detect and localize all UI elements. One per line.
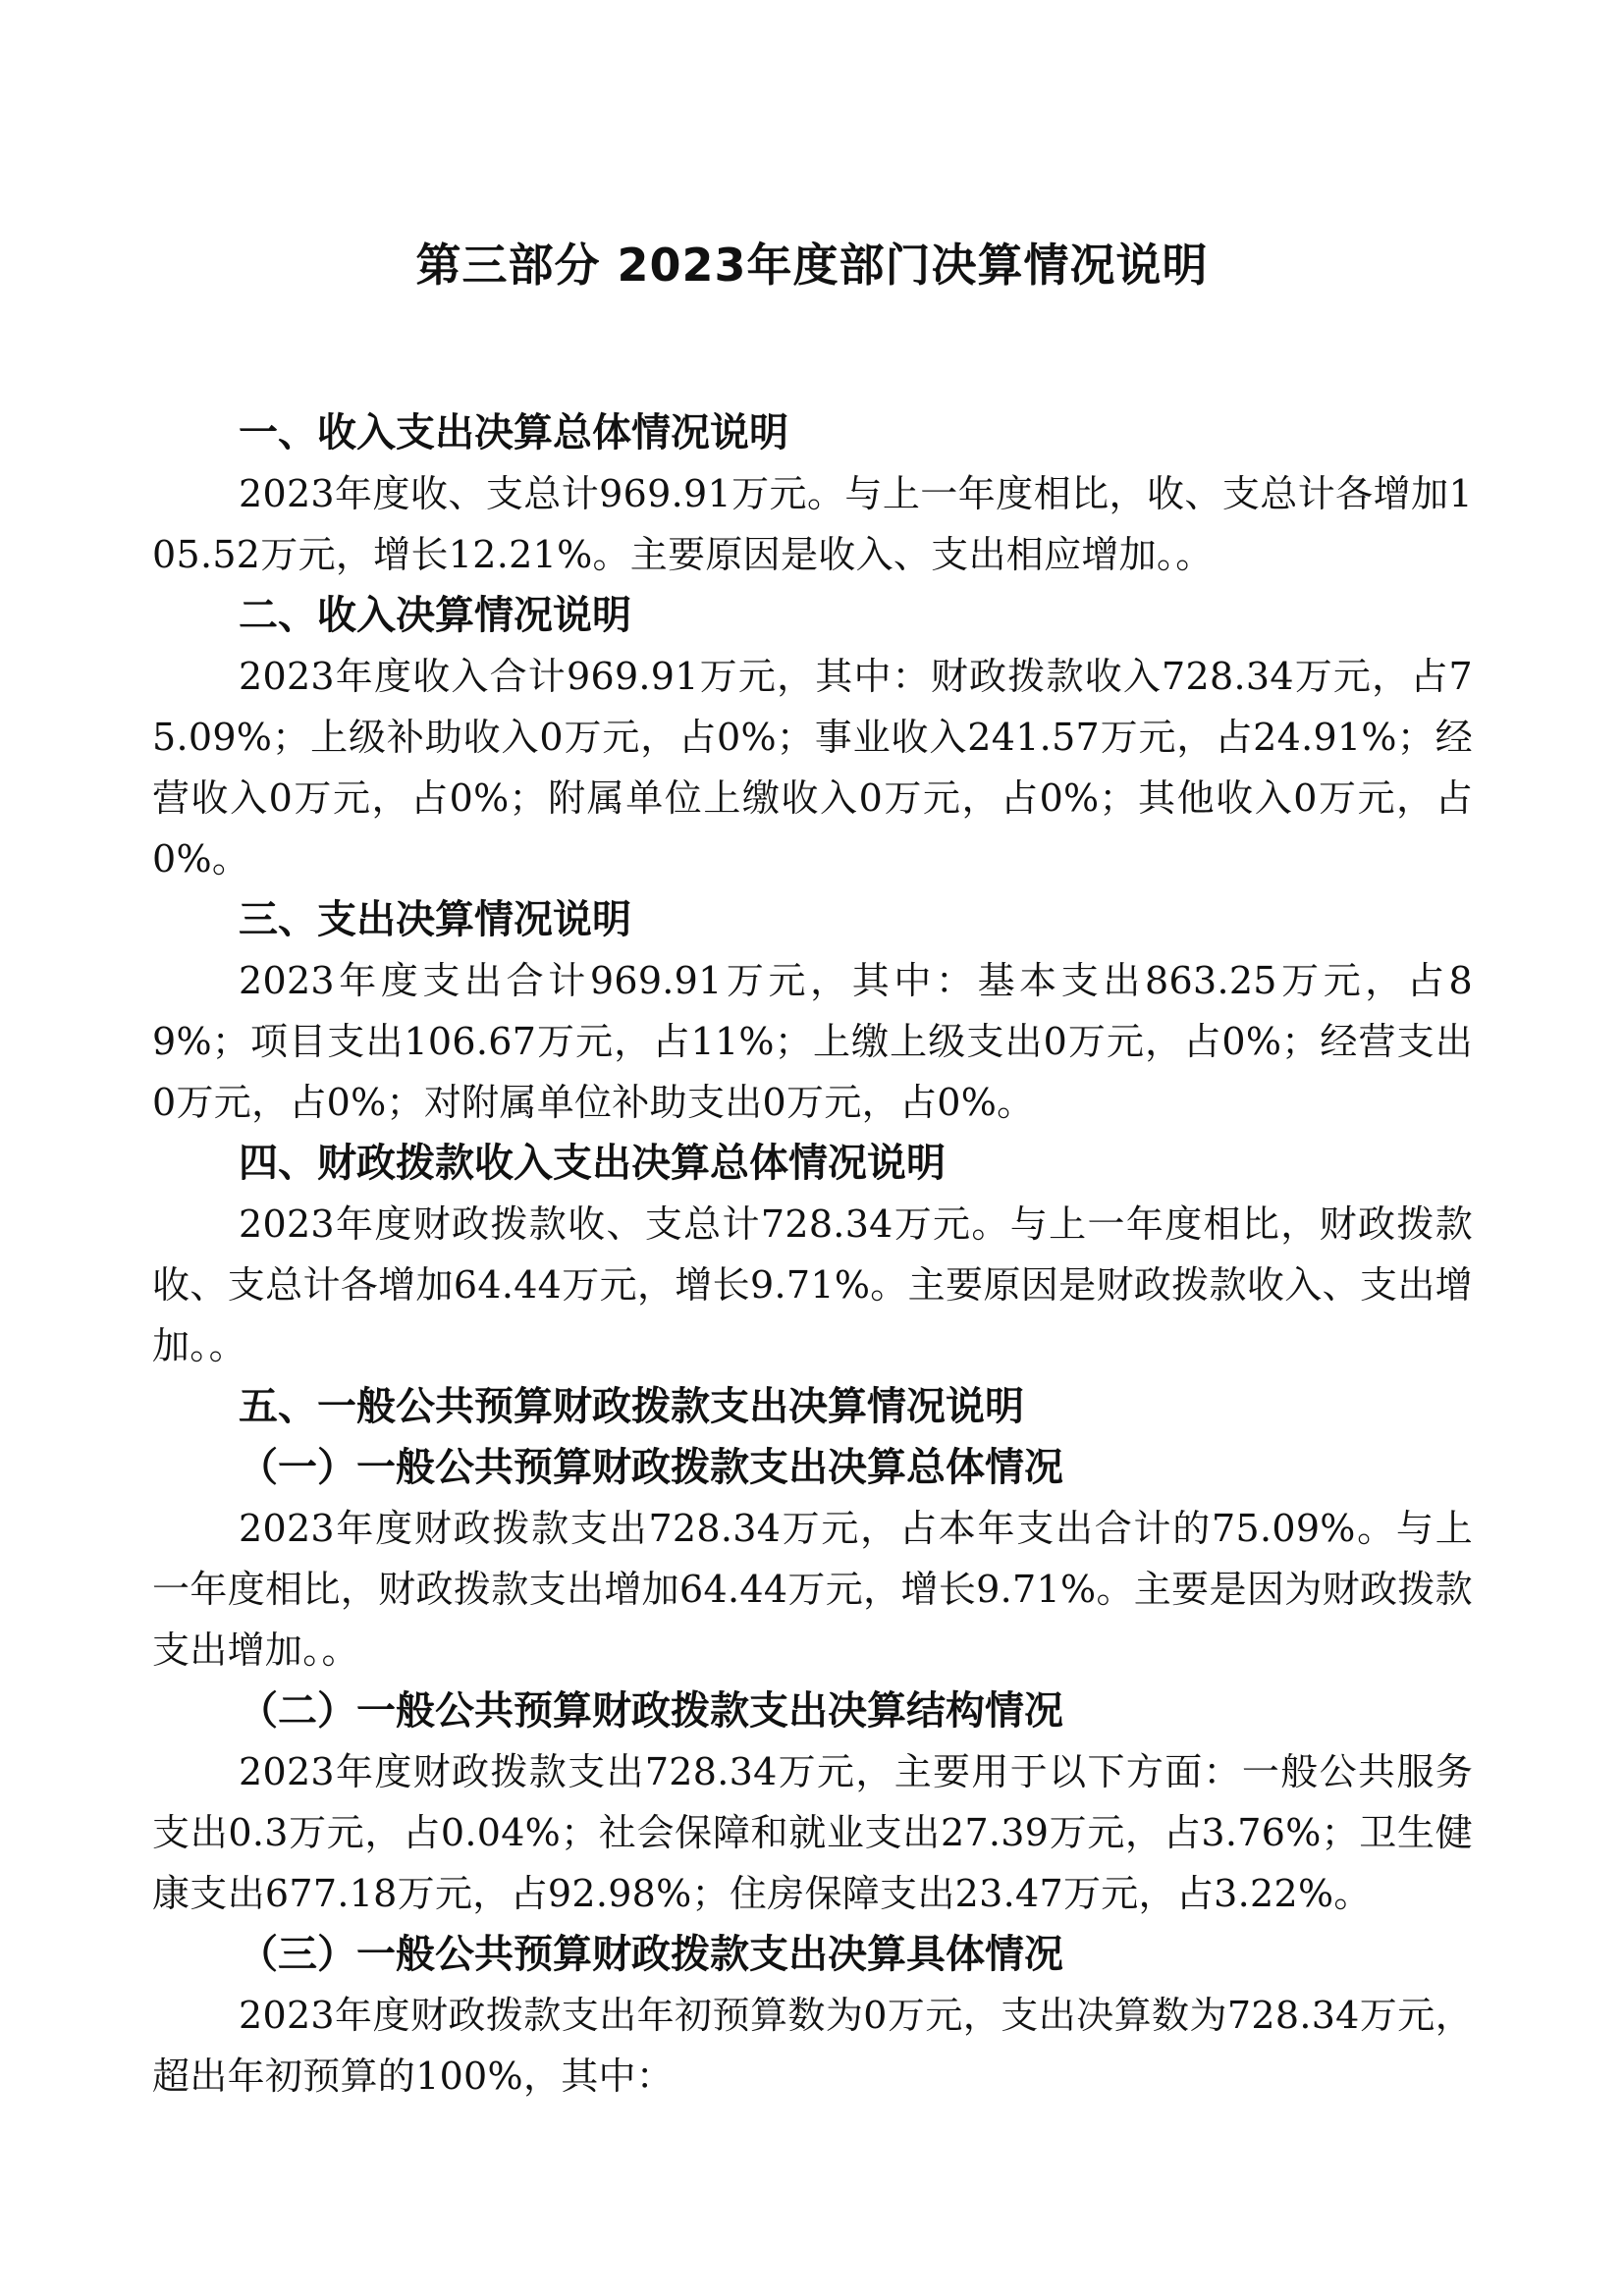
section-text-2: 2023年度收入合计969.91万元，其中：财政拨款收入728.34万元，占75.09%；上级补助收入0万元，占0%；事业收入241.57万元，占24.91%；经营收入0万元，占0%；附属单位上缴收入0万元，占0%；其他收入0万元，占0%。 [152, 655, 1473, 881]
section-heading-5: 五、一般公共预算财政拨款支出决算情况说明 [239, 1384, 1024, 1429]
section-text-4: 2023年度财政拨款收、支总计728.34万元。与上一年度相比，财政拨款收、支总计各增加64.44万元，增长9.71%。主要原因是财政拨款收入、支出增加。。 [152, 1202, 1473, 1367]
section-heading-1: 一、收入支出决算总体情况说明 [239, 410, 788, 455]
subsection-heading-1: （一）一般公共预算财政拨款支出决算总体情况 [239, 1445, 1063, 1490]
section-heading-4: 四、财政拨款收入支出决算总体情况说明 [239, 1141, 946, 1186]
page-title: 第三部分 2023年度部门决算情况说明 [415, 239, 1209, 292]
section-text-1: 2023年度收、支总计969.91万元。与上一年度相比，收、支总计各增加105.52万元，增长12.21%。主要原因是收入、支出相应增加。。 [152, 472, 1473, 576]
subsection-heading-3: （三）一般公共预算财政拨款支出决算具体情况 [239, 1932, 1063, 1977]
section-heading-3: 三、支出决算情况说明 [239, 897, 631, 942]
document-body [152, 402, 1473, 2107]
section-heading-2: 二、收入决算情况说明 [239, 593, 631, 638]
section-text-3: 2023年度支出合计969.91万元，其中：基本支出863.25万元，占89%；项目支出106.67万元，占11%；上缴上级支出0万元，占0%；经营支出0万元，占0%；对附属单位补助支出0万元，占0%。 [152, 959, 1473, 1124]
subsection-text-3: 2023年度财政拨款支出年初预算数为0万元，支出决算数为728.34万元，超出年初预算的100%，其中： [152, 1994, 1473, 2098]
subsection-text-1: 2023年度财政拨款支出728.34万元，占本年支出合计的75.09%。与上一年度相比，财政拨款支出增加64.44万元，增长9.71%。主要是因为财政拨款支出增加。。 [152, 1507, 1473, 1672]
subsection-text-2: 2023年度财政拨款支出728.34万元，主要用于以下方面：一般公共服务支出0.3万元，占0.04%；社会保障和就业支出27.39万元，占3.76%；卫生健康支出677.18万元，占92.98%；住房保障支出23.47万元，占3.22%。 [152, 1750, 1473, 1915]
subsection-heading-2: （二）一般公共预算财政拨款支出决算结构情况 [239, 1688, 1063, 1734]
